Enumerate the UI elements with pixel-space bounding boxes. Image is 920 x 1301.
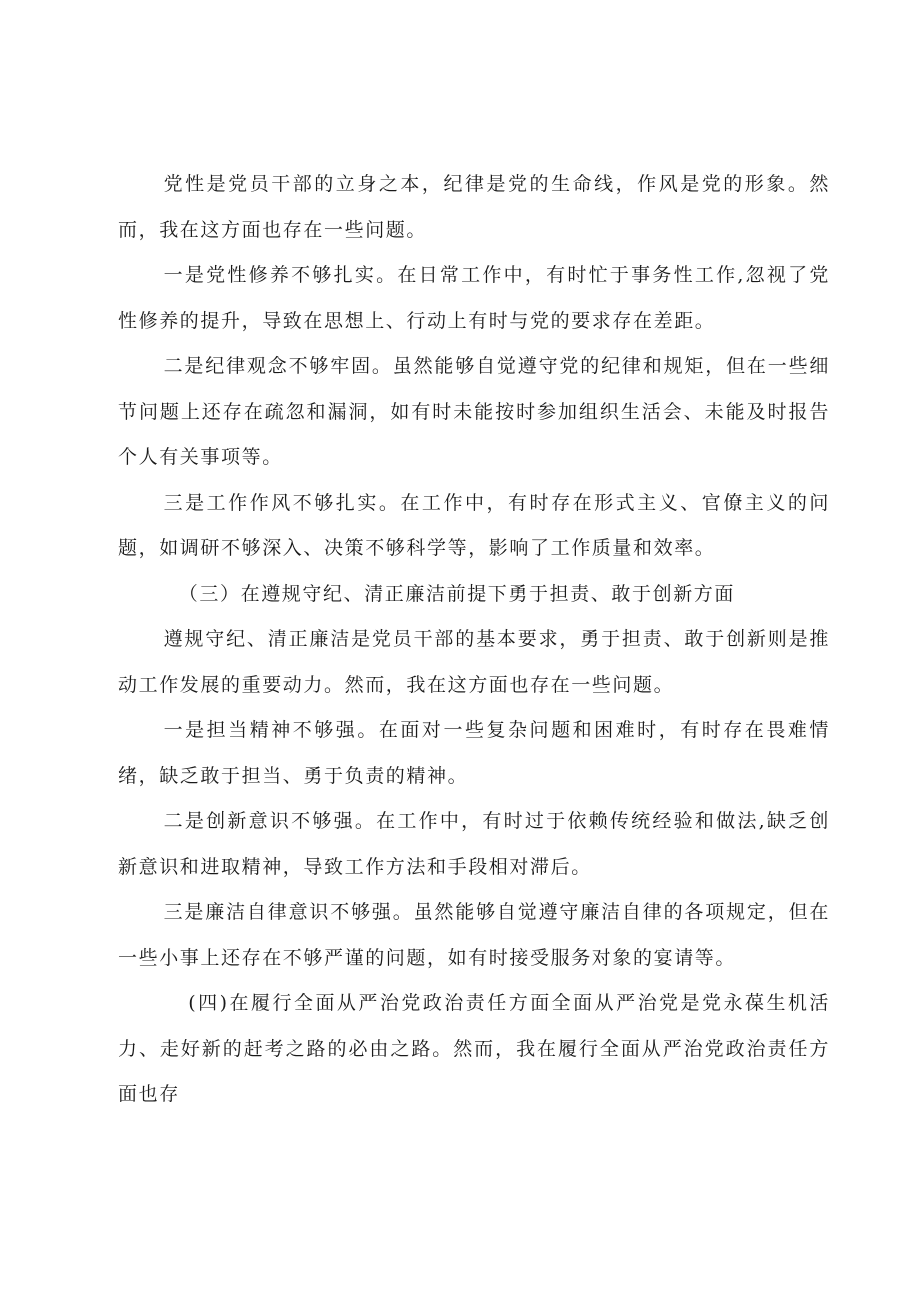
paragraph-party-spirit-cultivation: 一是党性修养不够扎实。在日常工作中，有时忙于事务性工作,忽视了党性修养的提升，导致在思想上、行动上有时与党的要求存在差距。 (118, 264, 830, 332)
paragraph-discipline-concept: 二是纪律观念不够牢固。虽然能够自觉遵守党的纪律和规矩，但在一些细节问题上还存在疏忽和漏洞，如有时未能按时参加组织生活会、未能及时报告个人有关事项等。 (118, 355, 830, 468)
document-body (118, 162, 830, 1118)
paragraph-discipline-innovation-intro: 遵规守纪、清正廉洁是党员干部的基本要求，勇于担责、敢于创新则是推动工作发展的重要动力。然而，我在这方面也存在一些问题。 (118, 628, 830, 696)
section-heading-three: （三）在遵规守纪、清正廉洁前提下勇于担责、敢于创新方面 (178, 582, 735, 605)
paragraph-party-spirit-intro: 党性是党员干部的立身之本，纪律是党的生命线，作风是党的形象。然而，我在这方面也存在一些问题。 (118, 173, 830, 241)
paragraph-work-style: 三是工作作风不够扎实。在工作中，有时存在形式主义、官僚主义的问题，如调研不够深入、决策不够科学等，影响了工作质量和效率。 (118, 491, 830, 559)
paragraph-integrity: 三是廉洁自律意识不够强。虽然能够自觉遵守廉洁自律的各项规定，但在一些小事上还存在不够严谨的问题，如有时接受服务对象的宴请等。 (118, 901, 830, 969)
paragraph-responsibility: 一是担当精神不够强。在面对一些复杂问题和困难时，有时存在畏难情绪，缺乏敢于担当、勇于负责的精神。 (118, 719, 830, 787)
paragraph-innovation: 二是创新意识不够强。在工作中，有时过于依赖传统经验和做法,缺乏创新意识和进取精神，导致工作方法和手段相对滞后。 (118, 810, 830, 878)
section-heading-four: (四)在履行全面从严治党政治责任方面全面从严治党是党永葆生机活力、走好新的赶考之路的必由之路。然而，我在履行全面从严治党政治责任方面也存 (118, 992, 830, 1105)
